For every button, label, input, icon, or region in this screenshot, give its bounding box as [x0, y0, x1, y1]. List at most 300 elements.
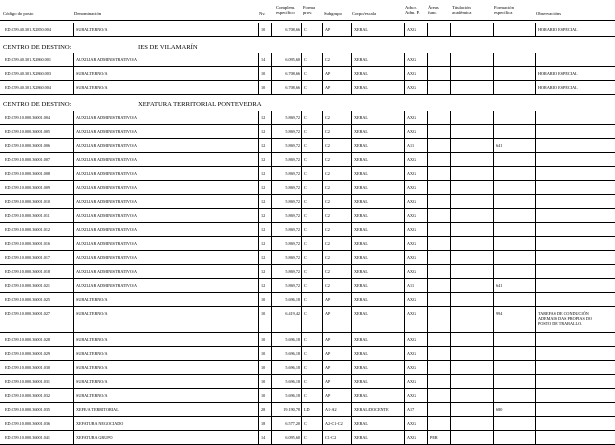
cell-subgrupo: AP: [322, 389, 351, 402]
cell-denominacion: SUBALTERNO/A: [73, 375, 258, 388]
cell-areas: [427, 375, 450, 388]
cell-areas: [427, 53, 450, 66]
table-row: [0, 307, 615, 333]
cell-subgrupo: C2: [322, 237, 351, 250]
cell-adscricion: AXG: [404, 125, 427, 138]
cell-titulacion: [450, 279, 493, 292]
cell-titulacion: [450, 265, 493, 278]
cell-forma: C: [301, 417, 322, 430]
cell-observacions: [535, 389, 615, 402]
cell-denominacion: XEFE/A TERRITORIAL: [73, 403, 258, 416]
cell-titulacion: [450, 333, 493, 346]
header-observacions: Observacións: [536, 11, 562, 16]
cell-formacion: [493, 417, 535, 430]
cell-formacion: 680: [493, 403, 535, 416]
cell-observacions: HORARIO ESPECIAL: [535, 23, 615, 36]
cell-nivel: 10: [258, 361, 271, 374]
cell-formacion: [493, 389, 535, 402]
cell-observacions: [535, 417, 615, 430]
table-row: [0, 265, 615, 279]
cell-subgrupo: AP: [322, 375, 351, 388]
cell-forma: C: [301, 279, 322, 292]
cell-subgrupo: C2: [322, 223, 351, 236]
table-row: [0, 431, 615, 445]
cell-adscricion: AXG: [404, 307, 427, 332]
cell-denominacion: AUXILIAR ADMINISTRATIVO/A: [73, 181, 258, 194]
cell-subgrupo: C2: [322, 167, 351, 180]
cell-areas: [427, 279, 450, 292]
cell-forma: C: [301, 139, 322, 152]
cell-corpo: XERAL: [351, 53, 404, 66]
cell-nivel: 12: [258, 125, 271, 138]
cell-subgrupo: C2: [322, 125, 351, 138]
cell-subgrupo: C2: [322, 139, 351, 152]
table-row: [0, 81, 615, 95]
cell-formacion: [493, 333, 535, 346]
cell-denominacion: AUXILIAR ADMINISTRATIVO/A: [73, 237, 258, 250]
table-row: [0, 361, 615, 375]
cell-adscricion: AXG: [404, 389, 427, 402]
cell-formacion: [493, 23, 535, 36]
cell-denominacion: AUXILIAR ADMINISTRATIVO/A: [73, 111, 258, 124]
cell-complemento: 5.869,72: [271, 139, 301, 152]
cell-subgrupo: C2: [322, 279, 351, 292]
cell-areas: [427, 81, 450, 94]
table-row: [0, 111, 615, 125]
cell-titulacion: [450, 125, 493, 138]
cell-subgrupo: A1-A2: [322, 403, 351, 416]
cell-observacions: [535, 361, 615, 374]
cell-formacion: [493, 265, 535, 278]
cell-codigo: ED.C99.10.000.36001.017: [5, 255, 51, 260]
cell-observacions: [535, 403, 615, 416]
cell-codigo: ED.C99.10.000.36001.004: [5, 115, 51, 120]
cell-adscricion: AXG: [404, 375, 427, 388]
header-adscricion: Adscr. Adm. P.: [405, 5, 420, 16]
table-row: [0, 195, 615, 209]
cell-corpo: XERAL: [351, 125, 404, 138]
cell-observacions: [535, 375, 615, 388]
cell-denominacion: AUXILIAR ADMINISTRATIVO/A: [73, 209, 258, 222]
cell-areas: [427, 23, 450, 36]
cell-complemento: 5.869,72: [271, 209, 301, 222]
cell-complemento: 6.095,60: [271, 53, 301, 66]
cell-adscricion: A17: [404, 403, 427, 416]
cell-areas: [427, 125, 450, 138]
table-row: [0, 153, 615, 167]
cell-corpo: XERAL: [351, 251, 404, 264]
cell-nivel: 12: [258, 237, 271, 250]
section-name: IES DE VILAMARÍN: [138, 44, 198, 51]
cell-adscricion: AXG: [404, 167, 427, 180]
cell-nivel: 12: [258, 167, 271, 180]
header-subgrupo: Subgrupo: [324, 11, 342, 16]
cell-nivel: 12: [258, 139, 271, 152]
cell-codigo: ED.C99.10.000.36001.010: [5, 199, 51, 204]
cell-forma: C: [301, 195, 322, 208]
table-row: [0, 403, 615, 417]
cell-corpo: XERAL: [351, 181, 404, 194]
cell-formacion: 641: [493, 139, 535, 152]
cell-complemento: 5.869,72: [271, 167, 301, 180]
cell-codigo: ED.C99.10.000.36001.027: [5, 311, 51, 316]
cell-titulacion: [450, 389, 493, 402]
cell-complemento: 6.419,42: [271, 307, 301, 332]
cell-titulacion: [450, 53, 493, 66]
cell-formacion: 641: [493, 279, 535, 292]
cell-adscricion: AXG: [404, 81, 427, 94]
table-row: [0, 251, 615, 265]
cell-codigo: ED.C99.40.301.X2850.004: [5, 27, 51, 32]
cell-adscricion: AXG: [404, 67, 427, 80]
cell-areas: [427, 223, 450, 236]
cell-forma: C: [301, 209, 322, 222]
cell-observacions: [535, 181, 615, 194]
cell-subgrupo: A2-C1-C2: [322, 417, 351, 430]
cell-corpo: XERAL: [351, 23, 404, 36]
cell-observacions: [535, 153, 615, 166]
cell-subgrupo: AP: [322, 361, 351, 374]
cell-formacion: [493, 195, 535, 208]
table-row: [0, 389, 615, 403]
cell-denominacion: AUXILIAR ADMINISTRATIVO/A: [73, 53, 258, 66]
table-row: [0, 279, 615, 293]
table-row: [0, 67, 615, 81]
cell-subgrupo: C2: [322, 265, 351, 278]
cell-formacion: [493, 237, 535, 250]
cell-denominacion: SUBALTERNO/A: [73, 347, 258, 360]
cell-nivel: 12: [258, 279, 271, 292]
cell-complemento: 6.708,66: [271, 67, 301, 80]
cell-complemento: 5.869,72: [271, 195, 301, 208]
cell-complemento: 5.696,18: [271, 361, 301, 374]
header-forma: Forma prov.: [303, 5, 315, 16]
cell-areas: [427, 389, 450, 402]
cell-codigo: ED.C99.10.000.36001.011: [5, 213, 50, 218]
table-row: [0, 333, 615, 347]
cell-titulacion: [450, 153, 493, 166]
cell-formacion: [493, 347, 535, 360]
cell-denominacion: AUXILIAR ADMINISTRATIVO/A: [73, 223, 258, 236]
cell-nivel: 28: [258, 403, 271, 416]
cell-adscricion: AXG: [404, 293, 427, 306]
cell-denominacion: AUXILIAR ADMINISTRATIVO/A: [73, 153, 258, 166]
cell-subgrupo: C2: [322, 251, 351, 264]
cell-denominacion: SUBALTERNO/A: [73, 333, 258, 346]
table-row: [0, 139, 615, 153]
cell-areas: [427, 307, 450, 332]
table-row: [0, 209, 615, 223]
cell-areas: [427, 181, 450, 194]
cell-forma: C: [301, 181, 322, 194]
cell-denominacion: AUXILIAR ADMINISTRATIVO/A: [73, 251, 258, 264]
cell-codigo: ED.C99.10.000.36001.008: [5, 171, 51, 176]
cell-subgrupo: AP: [322, 81, 351, 94]
cell-titulacion: [450, 209, 493, 222]
cell-observacions: HORARIO ESPECIAL: [535, 81, 615, 94]
cell-denominacion: AUXILIAR ADMINISTRATIVO/A: [73, 167, 258, 180]
cell-observacions: [535, 139, 615, 152]
cell-observacions: [535, 293, 615, 306]
cell-corpo: XERAL: [351, 265, 404, 278]
cell-observacions: [535, 223, 615, 236]
cell-observacions: HORARIO ESPECIAL: [535, 67, 615, 80]
cell-titulacion: [450, 375, 493, 388]
cell-subgrupo: AP: [322, 23, 351, 36]
cell-nivel: 10: [258, 375, 271, 388]
cell-observacions: [535, 431, 615, 444]
cell-titulacion: [450, 347, 493, 360]
cell-nivel: 12: [258, 195, 271, 208]
cell-codigo: ED.C99.10.000.36001.032: [5, 393, 51, 398]
cell-forma: C: [301, 251, 322, 264]
cell-codigo: ED.C99.40.301.X2860.001: [5, 57, 51, 62]
cell-complemento: 5.869,72: [271, 251, 301, 264]
section-label: CENTRO DE DESTINO:: [3, 101, 72, 108]
cell-corpo: XERAL: [351, 333, 404, 346]
cell-complemento: 6.095,60: [271, 431, 301, 444]
cell-areas: [427, 195, 450, 208]
cell-nivel: 12: [258, 209, 271, 222]
cell-adscricion: AXG: [404, 23, 427, 36]
cell-nivel: 12: [258, 265, 271, 278]
cell-titulacion: [450, 167, 493, 180]
cell-observacions: [535, 53, 615, 66]
cell-complemento: 6.708,66: [271, 81, 301, 94]
cell-titulacion: [450, 361, 493, 374]
cell-areas: [427, 209, 450, 222]
cell-subgrupo: C2: [322, 209, 351, 222]
cell-adscricion: AXG: [404, 333, 427, 346]
cell-observacions: [535, 125, 615, 138]
cell-complemento: 6.577,20: [271, 417, 301, 430]
cell-subgrupo: C1-C2: [322, 431, 351, 444]
cell-adscricion: AXG: [404, 265, 427, 278]
cell-corpo: XERAL: [351, 153, 404, 166]
cell-nivel: 14: [258, 431, 271, 444]
cell-forma: C: [301, 389, 322, 402]
cell-subgrupo: C2: [322, 195, 351, 208]
header-titulacion: Titulación académica: [452, 5, 472, 16]
header-codigo: Código do posto: [3, 11, 34, 16]
cell-complemento: 19.190,78: [271, 403, 301, 416]
cell-nivel: 10: [258, 307, 271, 332]
cell-areas: PER: [427, 431, 450, 444]
cell-corpo: XERAL: [351, 111, 404, 124]
cell-titulacion: [450, 23, 493, 36]
cell-nivel: 10: [258, 293, 271, 306]
cell-observacions: [535, 237, 615, 250]
cell-forma: C: [301, 265, 322, 278]
cell-complemento: 5.869,72: [271, 237, 301, 250]
cell-denominacion: AUXILIAR ADMINISTRATIVO/A: [73, 195, 258, 208]
cell-codigo: ED.C99.10.000.36001.018: [5, 269, 51, 274]
cell-nivel: 12: [258, 153, 271, 166]
cell-titulacion: [450, 403, 493, 416]
cell-denominacion: SUBALTERNO/A: [73, 361, 258, 374]
cell-codigo: ED.C99.10.000.36001.005: [5, 129, 51, 134]
cell-corpo: XERAL: [351, 81, 404, 94]
cell-forma: C: [301, 293, 322, 306]
cell-formacion: [493, 53, 535, 66]
cell-areas: [427, 403, 450, 416]
cell-denominacion: XEFATURA GRUPO: [73, 431, 258, 444]
cell-codigo: ED.C99.10.000.36001.009: [5, 185, 51, 190]
cell-corpo: XERAL: [351, 431, 404, 444]
cell-adscricion: AXG: [404, 223, 427, 236]
cell-forma: C: [301, 361, 322, 374]
cell-areas: [427, 347, 450, 360]
cell-denominacion: SUBALTERNO/A: [73, 23, 258, 36]
table-row: [0, 23, 615, 37]
cell-formacion: [493, 293, 535, 306]
cell-nivel: 10: [258, 347, 271, 360]
cell-codigo: ED.C99.10.000.36001.016: [5, 241, 51, 246]
cell-corpo: XERAL: [351, 279, 404, 292]
cell-forma: LD: [301, 403, 322, 416]
cell-nivel: 10: [258, 389, 271, 402]
cell-forma: C: [301, 67, 322, 80]
table-row: [0, 293, 615, 307]
cell-observacions: [535, 167, 615, 180]
cell-titulacion: [450, 139, 493, 152]
table-row: [0, 375, 615, 389]
cell-corpo: XERAL/DOCENTE: [351, 403, 404, 416]
cell-areas: [427, 139, 450, 152]
cell-codigo: ED.C99.10.000.36001.036: [5, 421, 51, 426]
cell-areas: [427, 251, 450, 264]
cell-formacion: [493, 375, 535, 388]
cell-forma: C: [301, 431, 322, 444]
cell-adscricion: AXG: [404, 181, 427, 194]
cell-corpo: XERAL: [351, 361, 404, 374]
cell-formacion: [493, 153, 535, 166]
cell-subgrupo: AP: [322, 67, 351, 80]
cell-adscricion: AXG: [404, 53, 427, 66]
cell-forma: C: [301, 125, 322, 138]
cell-codigo: ED.C99.10.000.36001.006: [5, 143, 51, 148]
cell-adscricion: AXG: [404, 361, 427, 374]
cell-nivel: 10: [258, 333, 271, 346]
section-label: CENTRO DE DESTINO:: [3, 44, 72, 51]
cell-areas: [427, 111, 450, 124]
cell-codigo: ED.C99.10.000.36001.012: [5, 227, 51, 232]
cell-denominacion: SUBALTERNO/A: [73, 293, 258, 306]
cell-adscricion: AXG: [404, 195, 427, 208]
cell-observacions: [535, 279, 615, 292]
cell-forma: C: [301, 237, 322, 250]
header-areas: Áreas func.: [428, 5, 439, 16]
cell-codigo: ED.C99.10.000.36001.029: [5, 351, 51, 356]
cell-titulacion: [450, 293, 493, 306]
cell-corpo: XERAL: [351, 375, 404, 388]
cell-formacion: [493, 361, 535, 374]
cell-nivel: 12: [258, 181, 271, 194]
cell-codigo: ED.C99.10.000.36001.030: [5, 365, 51, 370]
cell-nivel: 10: [258, 67, 271, 80]
cell-titulacion: [450, 251, 493, 264]
cell-corpo: XERAL: [351, 307, 404, 332]
cell-complemento: 5.869,72: [271, 265, 301, 278]
cell-complemento: 6.708,66: [271, 23, 301, 36]
table-header: [0, 0, 615, 21]
cell-adscricion: AXG: [404, 347, 427, 360]
cell-corpo: XERAL: [351, 139, 404, 152]
cell-forma: C: [301, 333, 322, 346]
cell-complemento: 5.869,72: [271, 153, 301, 166]
cell-subgrupo: C2: [322, 111, 351, 124]
cell-complemento: 5.869,72: [271, 125, 301, 138]
cell-corpo: XERAL: [351, 347, 404, 360]
table-row: [0, 417, 615, 431]
table-row: [0, 347, 615, 361]
cell-subgrupo: AP: [322, 293, 351, 306]
header-formacion: Formación específica: [494, 5, 514, 16]
cell-formacion: [493, 209, 535, 222]
cell-forma: C: [301, 81, 322, 94]
cell-complemento: 5.696,18: [271, 293, 301, 306]
cell-adscricion: AXG: [404, 251, 427, 264]
cell-titulacion: [450, 223, 493, 236]
cell-areas: [427, 237, 450, 250]
cell-titulacion: [450, 307, 493, 332]
cell-adscricion: AXG: [404, 111, 427, 124]
cell-subgrupo: C2: [322, 53, 351, 66]
cell-formacion: [493, 111, 535, 124]
cell-titulacion: [450, 67, 493, 80]
cell-forma: C: [301, 347, 322, 360]
cell-adscricion: AXG: [404, 153, 427, 166]
cell-corpo: XERAL: [351, 389, 404, 402]
cell-titulacion: [450, 237, 493, 250]
cell-forma: C: [301, 153, 322, 166]
cell-denominacion: AUXILIAR ADMINISTRATIVO/A: [73, 139, 258, 152]
cell-observacions: [535, 111, 615, 124]
cell-areas: [427, 333, 450, 346]
cell-subgrupo: C2: [322, 153, 351, 166]
cell-formacion: [493, 181, 535, 194]
cell-corpo: XERAL: [351, 417, 404, 430]
cell-formacion: [493, 167, 535, 180]
cell-forma: C: [301, 53, 322, 66]
section-name: XEFATURA TERRITORIAL PONTEVEDRA: [138, 101, 262, 108]
cell-denominacion: SUBALTERNO/A: [73, 81, 258, 94]
cell-nivel: 12: [258, 223, 271, 236]
cell-denominacion: AUXILIAR ADMINISTRATIVO/A: [73, 279, 258, 292]
cell-codigo: ED.C99.10.000.36001.025: [5, 297, 51, 302]
cell-titulacion: [450, 81, 493, 94]
cell-titulacion: [450, 181, 493, 194]
cell-denominacion: XEFATURA NEGOCIADO: [73, 417, 258, 430]
section-header-1: [3, 44, 198, 51]
cell-complemento: 5.869,72: [271, 181, 301, 194]
section-header-2: [3, 101, 262, 108]
cell-nivel: 12: [258, 251, 271, 264]
cell-corpo: XERAL: [351, 209, 404, 222]
cell-formacion: [493, 251, 535, 264]
cell-nivel: 18: [258, 417, 271, 430]
cell-observacions: [535, 333, 615, 346]
cell-adscricion: AXG: [404, 431, 427, 444]
cell-titulacion: [450, 111, 493, 124]
cell-areas: [427, 67, 450, 80]
cell-subgrupo: AP: [322, 307, 351, 332]
cell-codigo: ED.C99.10.000.36001.031: [5, 379, 51, 384]
cell-corpo: XERAL: [351, 67, 404, 80]
cell-subgrupo: AP: [322, 333, 351, 346]
cell-denominacion: SUBALTERNO/A: [73, 389, 258, 402]
cell-corpo: XERAL: [351, 223, 404, 236]
